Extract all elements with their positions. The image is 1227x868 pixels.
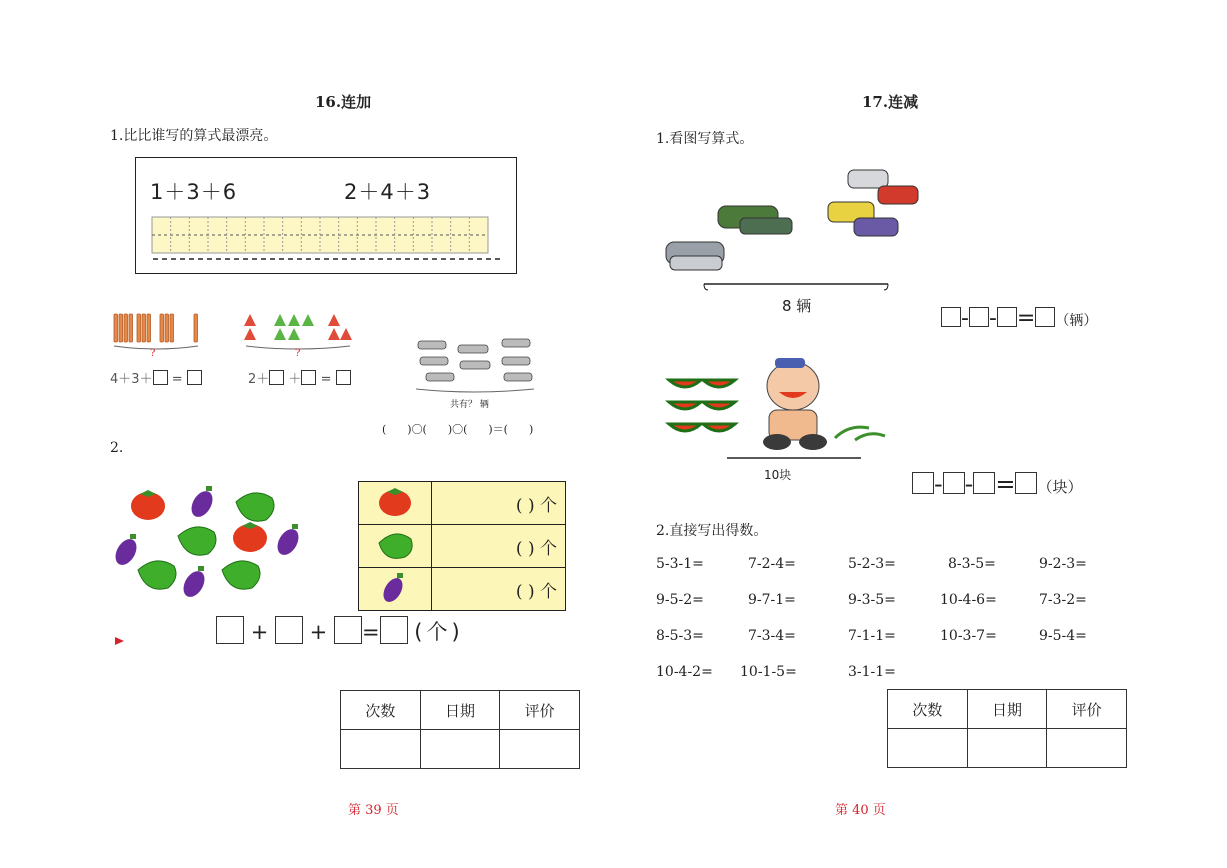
small-cars-illustration	[410, 333, 540, 413]
pencils-formula-prefix: 4＋3＋	[110, 372, 153, 387]
eggplant-icon	[179, 566, 209, 601]
left-page-number: 第 39 页	[348, 803, 399, 818]
expression-1: 1＋3＋6	[150, 180, 238, 204]
eval-cell-date[interactable]	[967, 729, 1047, 768]
problem[interactable]: 8-5-3=	[656, 628, 704, 644]
table-row	[359, 525, 566, 568]
pencils-eq: =	[171, 372, 183, 387]
pencils-result-box[interactable]	[187, 370, 202, 385]
tomato-icon	[233, 522, 267, 552]
minus: -	[961, 306, 969, 331]
pig-icon	[763, 358, 827, 450]
problem[interactable]: 9-5-2=	[656, 592, 704, 608]
eval-header-rating: 评价	[1047, 690, 1127, 729]
problem[interactable]: 10-1-5=	[740, 664, 797, 680]
pepper-icon	[375, 527, 415, 561]
problem[interactable]: 8-3-5=	[948, 556, 996, 572]
sum-formula	[216, 616, 464, 646]
writing-grid[interactable]	[150, 213, 510, 265]
cars-blank-line[interactable]: ( )〇( )〇( )＝( )	[382, 423, 534, 436]
minus: -	[964, 470, 974, 498]
eval-header-date: 日期	[967, 690, 1047, 729]
pencils-icon	[108, 308, 208, 353]
tomato-icon	[375, 484, 415, 518]
tomato-count-cell[interactable]: ( ) 个	[432, 482, 566, 525]
problem[interactable]: 9-2-3=	[1039, 556, 1087, 572]
writing-practice-box	[135, 157, 517, 274]
minus: -	[934, 470, 943, 498]
watermelon-illustration	[665, 350, 895, 480]
problem[interactable]: 7-3-4=	[748, 628, 796, 644]
eval-header-times: 次数	[341, 691, 421, 730]
right-page-number: 第 40 页	[835, 803, 886, 818]
right-question-2: 2.直接写出得数。	[656, 523, 768, 539]
problem[interactable]: 7-3-2=	[1039, 592, 1087, 608]
pepper-icon	[138, 561, 176, 589]
sum-plus: +	[250, 620, 269, 644]
table-cell-icon	[359, 525, 432, 568]
triangles-eq: =	[320, 372, 332, 387]
triangles-result-box[interactable]	[336, 370, 351, 385]
cars-subtraction-formula	[941, 306, 1097, 331]
table-row	[888, 729, 1127, 768]
table-cell-icon	[359, 482, 432, 525]
problem[interactable]: 10-4-6=	[940, 592, 997, 608]
pencils-formula	[110, 368, 202, 387]
triangles-box-2[interactable]	[301, 370, 316, 385]
minus: -	[988, 306, 997, 331]
sum-result-box[interactable]	[380, 616, 408, 644]
left-question-2: 2.	[110, 440, 124, 456]
table-row	[359, 482, 566, 525]
eggplant-icon	[111, 534, 141, 569]
triangles-formula-prefix: 2＋	[248, 372, 270, 387]
melon-count-label: 10块	[764, 468, 792, 482]
right-question-1: 1.看图写算式。	[656, 131, 754, 147]
eval-cell-times[interactable]	[888, 729, 968, 768]
table-row	[888, 690, 1127, 729]
melon-box-3[interactable]	[973, 472, 995, 494]
pencils-answer-box[interactable]	[153, 370, 168, 385]
melon-box-1[interactable]	[912, 472, 934, 494]
pepper-icon	[178, 527, 216, 555]
problem[interactable]: 7-2-4=	[748, 556, 796, 572]
equals: =	[1016, 306, 1036, 331]
problem[interactable]: 3-1-1=	[848, 664, 896, 680]
triangles-illustration	[240, 308, 360, 388]
melon-box-2[interactable]	[943, 472, 965, 494]
table-row	[359, 568, 566, 611]
sum-plus: +	[309, 620, 328, 644]
melon-subtraction-formula	[912, 470, 1082, 498]
eggplant-icon	[187, 486, 217, 521]
sum-box-3[interactable]	[334, 616, 362, 644]
problem[interactable]: 7-1-1=	[848, 628, 896, 644]
sum-box-2[interactable]	[275, 616, 303, 644]
eval-cell-rating[interactable]	[1047, 729, 1127, 768]
eval-header-times: 次数	[888, 690, 968, 729]
problem[interactable]: 9-5-4=	[1039, 628, 1087, 644]
table-row	[341, 691, 580, 730]
left-evaluation-table	[340, 690, 580, 769]
problem[interactable]: 9-3-5=	[848, 592, 896, 608]
pepper-count-cell[interactable]: ( ) 个	[432, 525, 566, 568]
problem[interactable]: 10-4-2=	[656, 664, 713, 680]
vegetable-count-table	[358, 481, 566, 611]
pepper-icon	[222, 561, 260, 589]
cars-box-2[interactable]	[969, 307, 989, 327]
triangles-icon	[240, 308, 360, 353]
triangles-formula	[248, 368, 351, 387]
eval-cell-date[interactable]	[420, 730, 500, 769]
eval-cell-rating[interactable]	[500, 730, 580, 769]
cars-caption: 共有？ 辆	[450, 400, 489, 410]
pencils-illustration	[108, 308, 208, 388]
red-marker-icon	[115, 637, 124, 645]
table-cell-icon	[359, 568, 432, 611]
right-evaluation-table	[887, 689, 1127, 768]
melon-result-box[interactable]	[1015, 472, 1037, 494]
left-question-1: 1.比比谁写的算式最漂亮。	[110, 128, 278, 144]
cars-icon	[410, 333, 540, 393]
left-page-title: 16.连加	[315, 93, 372, 111]
melon-unit: （块）	[1037, 478, 1083, 496]
triangles-box-1[interactable]	[269, 370, 284, 385]
eggplant-icon	[273, 524, 303, 559]
cars-box-3[interactable]	[997, 307, 1017, 327]
problem[interactable]: 10-3-7=	[940, 628, 997, 644]
problem[interactable]: 5-2-3=	[848, 556, 896, 572]
cars-result-box[interactable]	[1035, 307, 1055, 327]
triangles-plus: ＋	[288, 372, 302, 387]
cars-count-label: 8 辆	[782, 297, 812, 315]
equals: =	[995, 470, 1016, 498]
eggplant-icon	[375, 570, 415, 604]
expression-2: 2＋4＋3	[344, 180, 432, 204]
sum-box-1[interactable]	[216, 616, 244, 644]
pepper-icon	[236, 493, 274, 521]
problem[interactable]: 5-3-1=	[656, 556, 704, 572]
cars-box-1[interactable]	[941, 307, 961, 327]
vegetables-scatter	[110, 480, 310, 605]
sum-unit: (个)	[414, 620, 464, 644]
right-page-title: 17.连减	[862, 93, 919, 111]
pencils-question-mark: ?	[150, 348, 156, 359]
problem[interactable]: 9-7-1=	[748, 592, 796, 608]
cars-unit: （辆）	[1055, 313, 1098, 329]
eggplant-count-cell[interactable]: ( ) 个	[432, 568, 566, 611]
sum-eq: =	[361, 620, 380, 644]
tomato-icon	[131, 490, 165, 520]
eval-header-rating: 评价	[500, 691, 580, 730]
eval-header-date: 日期	[420, 691, 500, 730]
table-row	[341, 730, 580, 769]
triangles-question-mark: ?	[295, 348, 301, 359]
eval-cell-times[interactable]	[341, 730, 421, 769]
